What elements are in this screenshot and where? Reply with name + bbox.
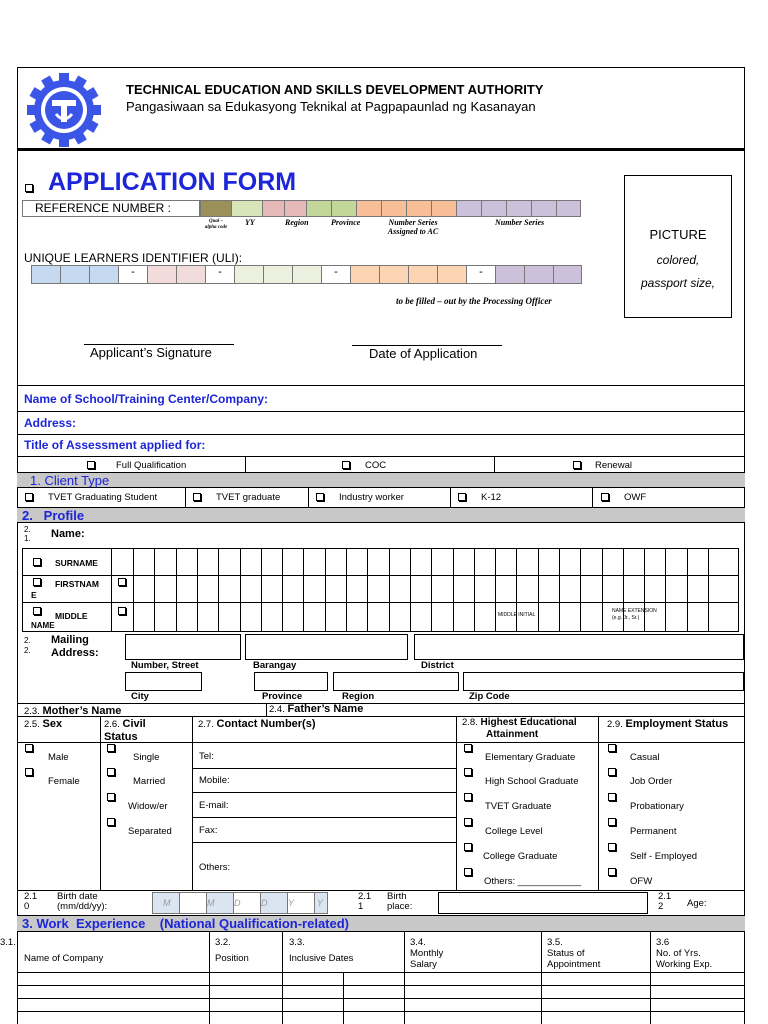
work-row-divider — [17, 985, 745, 986]
date-of-application-label: Date of Application — [369, 346, 478, 361]
fax-field[interactable]: Fax: — [199, 825, 218, 836]
rule — [192, 842, 456, 843]
casual-label: Casual — [630, 752, 660, 763]
birth-place-number: 2.1 1 — [358, 891, 372, 912]
work-col-5-number: 3.5. — [547, 937, 563, 948]
ref-caption-qual: Qual – alpha code — [204, 219, 228, 230]
name-cell-divider — [538, 549, 539, 631]
owf-label: OWF — [624, 492, 647, 503]
work-col-6-label: No. of Yrs. Working Exp. — [656, 948, 713, 970]
middlename-label-2: NAME — [31, 621, 55, 630]
mobile-field[interactable]: Mobile: — [199, 775, 230, 786]
self-employed-checkbox[interactable] — [608, 843, 616, 851]
casual-checkbox[interactable] — [608, 744, 616, 752]
renewal-label: Renewal — [595, 460, 632, 471]
org-subtitle: Pangasiwaan sa Edukasyong Teknikal at Pagpapaunlad ng Kasanayan — [126, 99, 536, 114]
work-col-1-number: 3.1. — [0, 937, 16, 948]
applicant-signature-label: Applicant’s Signature — [90, 345, 212, 360]
work-row-divider — [17, 972, 745, 973]
self-employed-label: Self - Employed — [630, 851, 698, 862]
female-label: Female — [48, 776, 80, 787]
middle-initial-label: MIDDLE INITIAL — [498, 612, 536, 618]
widow-checkbox[interactable] — [107, 793, 115, 801]
zip-field[interactable] — [463, 672, 744, 691]
high-school-label: High School Graduate — [485, 776, 579, 787]
probationary-label: Probationary — [630, 801, 684, 812]
rule — [111, 549, 112, 631]
others-edu-label: Others: ____________ — [484, 876, 582, 887]
owf-checkbox[interactable] — [601, 493, 609, 501]
firstname-checkbox[interactable] — [33, 578, 41, 586]
client-type-heading: 1. Client Type — [30, 473, 110, 488]
industry-worker-label: Industry worker — [339, 492, 404, 503]
coc-checkbox[interactable] — [342, 461, 350, 469]
ref-caption-province: Province — [331, 218, 361, 227]
name-cell-divider — [197, 549, 198, 631]
middlename-label: MIDDLE — [55, 611, 88, 621]
profile-bar — [17, 507, 745, 523]
work-col-1-label: Name of Company — [24, 953, 104, 964]
barangay-label: Barangay — [253, 660, 297, 671]
married-label: Married — [133, 776, 166, 787]
tvet-graduate-checkbox[interactable] — [193, 493, 201, 501]
form-checkbox[interactable] — [25, 184, 33, 192]
coc-label: COC — [365, 460, 387, 471]
job-order-label: Job Order — [630, 776, 673, 787]
surname-checkbox[interactable] — [33, 558, 41, 566]
rule — [17, 434, 745, 435]
work-col-2-label: Position — [215, 953, 249, 964]
single-label: Single — [133, 752, 160, 763]
rule — [192, 768, 456, 769]
rule — [494, 456, 495, 472]
contact-header: 2.7. Contact Number(s) — [198, 718, 316, 730]
others-contact-field[interactable]: Others: — [199, 862, 231, 873]
profile-heading: 2. Profile — [22, 508, 85, 523]
work-col-2-number: 3.2. — [215, 937, 231, 948]
name-cell-divider — [708, 549, 709, 631]
elementary-checkbox[interactable] — [464, 744, 472, 752]
civil-status-header: 2.6. Civil Status — [104, 718, 146, 743]
name-cell-divider — [389, 549, 390, 631]
name-cell-divider — [410, 549, 411, 631]
rule — [23, 575, 738, 576]
middlename-cell-checkbox[interactable] — [118, 607, 126, 615]
name-label: Name: — [51, 528, 85, 540]
employment-header: 2.9. Employment Status — [607, 718, 729, 730]
college-graduate-label: College Graduate — [483, 851, 558, 862]
name-cell-divider — [474, 549, 475, 631]
header-divider — [17, 148, 745, 151]
rule — [592, 488, 593, 507]
work-col-3-label: Inclusive Dates — [289, 953, 354, 964]
name-extension-label: NAME EXTENSION (e.g. Jr., Sr.) — [612, 608, 657, 621]
name-cell-divider — [559, 549, 560, 631]
rule — [266, 703, 267, 716]
father-name-field[interactable]: 2.4. Father’s Name — [269, 703, 364, 715]
picture-box[interactable] — [624, 175, 732, 318]
renewal-checkbox[interactable] — [573, 461, 581, 469]
ref-caption-yy: YY — [245, 218, 255, 227]
uli-label: UNIQUE LEARNERS IDENTIFIER (ULI): — [24, 251, 243, 265]
name-cell-divider — [431, 549, 432, 631]
province-field[interactable] — [254, 672, 328, 691]
name-cell-divider — [687, 549, 688, 631]
work-col-4-label: Monthly Salary — [410, 948, 444, 970]
birth-date-label: Birth date (mm/dd/yy): — [57, 891, 108, 912]
name-cell-divider — [367, 549, 368, 631]
tvet-graduate-label: TVET graduate — [216, 492, 281, 503]
mailing-label: Mailing Address: — [51, 634, 99, 659]
work-row-divider — [17, 998, 745, 999]
work-row-divider — [17, 1011, 745, 1012]
region-field[interactable] — [333, 672, 459, 691]
college-level-checkbox[interactable] — [464, 818, 472, 826]
work-col-4-number: 3.4. — [410, 937, 426, 948]
birth-place-field[interactable] — [438, 892, 648, 914]
widow-label: Widow/er — [128, 801, 168, 812]
rule — [17, 703, 745, 704]
name-cell-divider — [240, 549, 241, 631]
full-qualification-checkbox[interactable] — [87, 461, 95, 469]
reference-label: REFERENCE NUMBER : — [22, 200, 200, 217]
uli-cells[interactable]: - - - - — [31, 265, 582, 284]
birth-date-number: 2.1 0 — [24, 891, 38, 912]
name-cell-divider — [218, 549, 219, 631]
rule — [17, 890, 745, 891]
city-label: City — [131, 691, 149, 702]
district-label: District — [421, 660, 454, 671]
city-field[interactable] — [125, 672, 202, 691]
rule — [17, 716, 745, 717]
surname-label: SURNAME — [55, 558, 98, 568]
picture-note-1: colored, — [656, 253, 700, 267]
rule — [23, 602, 738, 603]
name-cell-divider — [154, 549, 155, 631]
name-number: 2. 1. — [24, 525, 31, 543]
name-cell-divider — [495, 549, 496, 631]
reference-number-cells[interactable] — [200, 200, 581, 217]
name-cell-divider — [346, 549, 347, 631]
tvet-grad-label: TVET Graduate — [485, 801, 552, 812]
rule — [192, 742, 745, 743]
name-cell-divider — [133, 549, 134, 631]
name-cell-divider — [303, 549, 304, 631]
processing-note: to be filled – out by the Processing Officer — [396, 296, 552, 306]
k12-label: K-12 — [481, 492, 502, 503]
number-street-label: Number, Street — [131, 660, 199, 671]
birth-date-cells[interactable]: M M D D Y Y — [152, 892, 328, 914]
barangay-field[interactable] — [245, 634, 408, 660]
address-label: Address: — [24, 416, 77, 430]
school-name-label: Name of School/Training Center/Company: — [24, 392, 269, 406]
sex-header: 2.5. Sex — [24, 718, 63, 730]
tesda-gear-logo-icon — [24, 70, 104, 150]
birth-place-label: Birth place: — [387, 891, 413, 912]
name-cell-divider — [516, 549, 517, 631]
single-checkbox[interactable] — [107, 744, 115, 752]
k12-checkbox[interactable] — [458, 493, 466, 501]
region-label: Region — [342, 691, 375, 702]
name-cell-divider — [602, 549, 603, 631]
tvet-graduating-checkbox[interactable] — [25, 493, 33, 501]
ref-caption-series: Number Series — [495, 218, 545, 227]
industry-worker-checkbox[interactable] — [316, 493, 324, 501]
province-label: Province — [262, 691, 303, 702]
age-number: 2.1 2 — [658, 891, 672, 912]
high-school-checkbox[interactable] — [464, 768, 472, 776]
ref-caption-region: Region — [285, 218, 309, 227]
elementary-label: Elementary Graduate — [485, 752, 576, 763]
mailing-number: 2. 2. — [24, 636, 31, 655]
married-checkbox[interactable] — [107, 768, 115, 776]
work-col-5-label: Status of Appointment — [547, 948, 601, 970]
separated-label: Separated — [128, 826, 172, 837]
tel-field[interactable]: Tel: — [199, 751, 214, 762]
form-title: APPLICATION FORM — [48, 168, 297, 196]
firstname-cell-checkbox[interactable] — [118, 578, 126, 586]
rule — [185, 488, 186, 507]
ref-caption-series-ac: Number Series Assigned to AC — [387, 218, 439, 236]
name-cell-divider — [580, 549, 581, 631]
ofw-emp-checkbox[interactable] — [608, 868, 616, 876]
assessment-label: Title of Assessment applied for: — [24, 438, 206, 452]
zip-label: Zip Code — [469, 691, 510, 702]
middlename-checkbox[interactable] — [33, 607, 41, 615]
ofw-emp-label: OFW — [630, 876, 653, 887]
firstname-label: FIRSTNAM — [55, 579, 99, 589]
rule — [245, 456, 246, 472]
firstname-label-2: E — [31, 590, 37, 600]
name-cell-divider — [282, 549, 283, 631]
full-qualification-label: Full Qualification — [116, 460, 187, 471]
rule — [308, 488, 309, 507]
name-cell-divider — [665, 549, 666, 631]
work-col-3-number: 3.3. — [289, 937, 305, 948]
rule — [192, 817, 456, 818]
age-label[interactable]: Age: — [687, 898, 707, 909]
name-cell-divider — [261, 549, 262, 631]
female-checkbox[interactable] — [25, 768, 33, 776]
probationary-checkbox[interactable] — [608, 793, 616, 801]
client-type-bar — [17, 472, 745, 488]
education-header: 2.8. Highest Educational Attainment — [462, 717, 577, 740]
rule — [450, 488, 451, 507]
rule — [17, 385, 745, 386]
male-checkbox[interactable] — [25, 744, 33, 752]
number-street-field[interactable] — [125, 634, 241, 660]
permanent-label: Permanent — [630, 826, 677, 837]
job-order-checkbox[interactable] — [608, 768, 616, 776]
others-edu-checkbox[interactable] — [464, 868, 472, 876]
separated-checkbox[interactable] — [107, 818, 115, 826]
male-label: Male — [48, 752, 69, 763]
tvet-grad-checkbox[interactable] — [464, 793, 472, 801]
tvet-graduating-label: TVET Graduating Student — [48, 492, 158, 503]
picture-title: PICTURE — [649, 227, 707, 242]
email-field[interactable]: E-mail: — [199, 800, 229, 811]
district-field[interactable] — [414, 634, 744, 660]
college-graduate-checkbox[interactable] — [464, 843, 472, 851]
mother-name-field[interactable]: 2.3. Mother’s Name — [24, 705, 122, 717]
org-name: TECHNICAL EDUCATION AND SKILLS DEVELOPMENT AUTHORITY — [126, 82, 544, 97]
name-cell-divider — [176, 549, 177, 631]
work-col-6-number: 3.6 — [656, 937, 670, 948]
picture-note-2: passport size, — [640, 276, 716, 290]
rule — [17, 456, 745, 457]
permanent-checkbox[interactable] — [608, 818, 616, 826]
work-experience-heading: 3. Work Experience (National Qualification-related) — [22, 916, 350, 931]
name-cell-divider — [325, 549, 326, 631]
college-level-label: College Level — [485, 826, 543, 837]
rule — [17, 411, 745, 412]
rule — [192, 792, 456, 793]
name-cell-divider — [453, 549, 454, 631]
